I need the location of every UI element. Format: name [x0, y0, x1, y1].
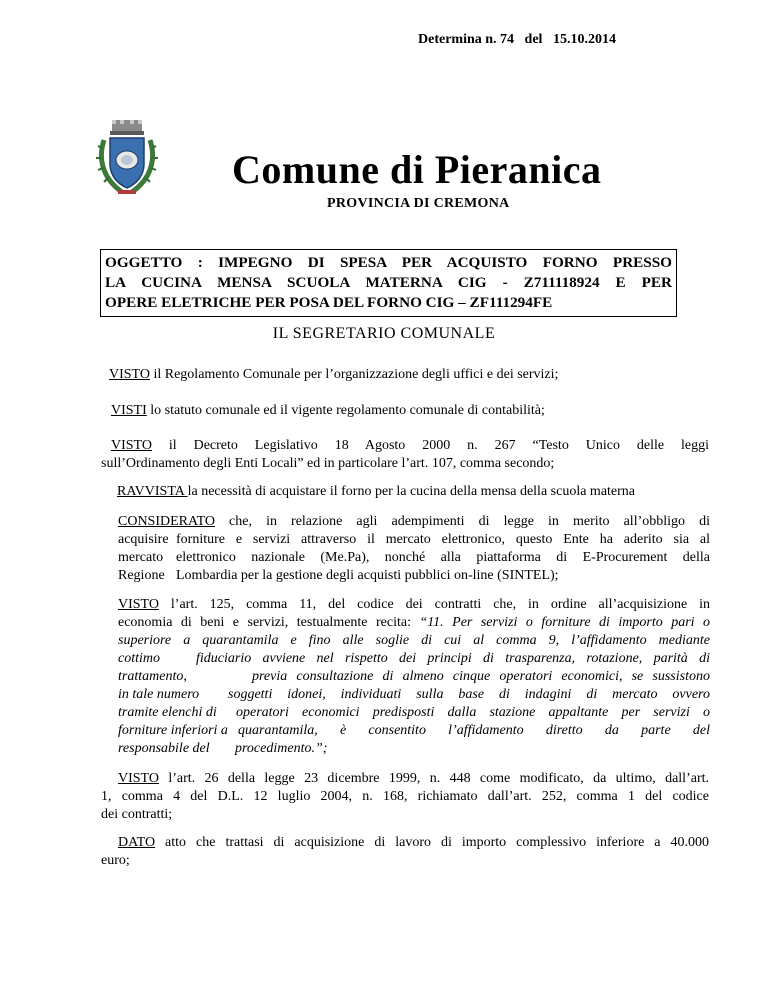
keyword-dato: DATO	[118, 835, 156, 850]
keyword-visti: VISTI	[111, 403, 147, 418]
paragraph-line: economia di beni e servizi, testualmente recita: “11. Per servizi o forniture di importo pari o	[118, 615, 711, 630]
paragraph-line: euro;	[101, 853, 130, 868]
paragraph-visto-art26	[101, 770, 709, 824]
keyword-considerato: CONSIDERATO	[118, 514, 215, 529]
municipal-crest-icon	[96, 118, 158, 198]
keyword-visto: VISTO	[118, 597, 159, 612]
paragraph-text: il Regolamento Comunale per l’organizzazione degli uffici e dei servizi;	[149, 367, 559, 382]
paragraph-row: trattamento, previa consultazione di almeno cinque operatori economici, se sussistono	[118, 669, 710, 684]
paragraph-line: CONSIDERATO che, in relazione agli adempimenti di legge in merito all’obbligo di	[118, 514, 710, 529]
paragraph-visti-statuto	[111, 402, 545, 420]
paragraph-row: tramite elenchi di operatori economici predisposti dalla stazione appaltante per servizi o	[118, 705, 710, 720]
paragraph-line: superiore a quarantamila e fino alle soglie di cui al comma 9, l’affidamento mediante	[118, 633, 710, 648]
oggetto-line-2: LA CUCINA MENSA SCUOLA MATERNA CIG - Z711118924 E PER	[105, 274, 672, 291]
paragraph-dato-atto	[101, 834, 709, 870]
oggetto-box	[100, 249, 677, 317]
determina-date: 15.10.2014	[552, 32, 616, 47]
paragraph-row: Regione Lombardia per la gestione degli acquisti pubblici on-line (SINTEL);	[118, 568, 559, 583]
keyword-visto: VISTO	[118, 771, 159, 786]
oggetto-line-1: OGGETTO : IMPEGNO DI SPESA PER ACQUISTO FORNO PRESSO	[105, 254, 672, 271]
keyword-visto: VISTO	[111, 438, 152, 453]
paragraph-text: lo statuto comunale ed il vigente regolamento comunale di contabilità;	[146, 403, 545, 418]
paragraph-considerato	[118, 513, 710, 585]
paragraph-line: sull’Ordinamento degli Enti Locali” ed in particolare l’art. 107, comma secondo;	[101, 456, 555, 471]
determina-header	[418, 32, 616, 48]
segretario-heading: IL SEGRETARIO COMUNALE	[272, 325, 496, 342]
paragraph-row: forniture inferiori a quarantamila, è consentito l’affidamento diretto da parte del	[118, 723, 710, 738]
paragraph-line: DATO atto che trattasi di acquisizione di lavoro di importo complessivo inferiore a 40.000	[118, 835, 709, 850]
paragraph-row: mercato elettronico nazionale (Me.Pa), nonché alla piattaforma di E-Procurement della	[118, 550, 710, 565]
paragraph-visto-regolamento	[109, 366, 558, 384]
keyword-ravvista: RAVVISTA	[117, 484, 188, 499]
paragraph-row: responsabile del procedimento.”;	[118, 741, 328, 756]
keyword-visto: VISTO	[109, 367, 150, 382]
paragraph-visto-decreto	[101, 437, 709, 473]
paragraph-line: VISTO l’art. 125, comma 11, del codice dei contratti che, in ordine all’acquisizione in	[118, 597, 710, 612]
paragraph-ravvista	[117, 483, 635, 501]
paragraph-text: la necessità di acquistare il forno per la cucina della mensa della scuola materna	[187, 484, 636, 499]
paragraph-row: in tale numero soggetti idonei, individuati sulla base di indagini di mercato ovvero	[118, 687, 710, 702]
del-label: del	[524, 32, 543, 47]
paragraph-line: VISTO il Decreto Legislativo 18 Agosto 2000 n. 267 “Testo Unico delle leggi	[111, 438, 709, 453]
comune-title: Comune di Pieranica	[232, 147, 602, 192]
paragraph-visto-art125	[118, 596, 710, 758]
provincia-label: PROVINCIA DI CREMONA	[327, 196, 510, 211]
paragraph-row: cottimo fiduciario avviene nel rispetto dei principi di trasparenza, rotazione, parità di	[118, 651, 710, 666]
determina-label: Determina n.	[418, 32, 497, 47]
paragraph-row: acquisire forniture e servizi attraverso il mercato elettronico, questo Ente ha aderito sia al	[118, 532, 710, 547]
paragraph-line: VISTO l’art. 26 della legge 23 dicembre 1999, n. 448 come modificato, da ultimo, dall’art.	[118, 771, 709, 786]
determina-number: 74	[500, 32, 515, 47]
oggetto-line-3: OPERE ELETRICHE PER POSA DEL FORNO CIG – ZF111294FE	[105, 294, 553, 311]
paragraph-line: 1, comma 4 del D.L. 12 luglio 2004, n. 168, richiamato dall’art. 252, comma 1 del codice	[101, 789, 709, 804]
paragraph-line: dei contratti;	[101, 807, 173, 822]
